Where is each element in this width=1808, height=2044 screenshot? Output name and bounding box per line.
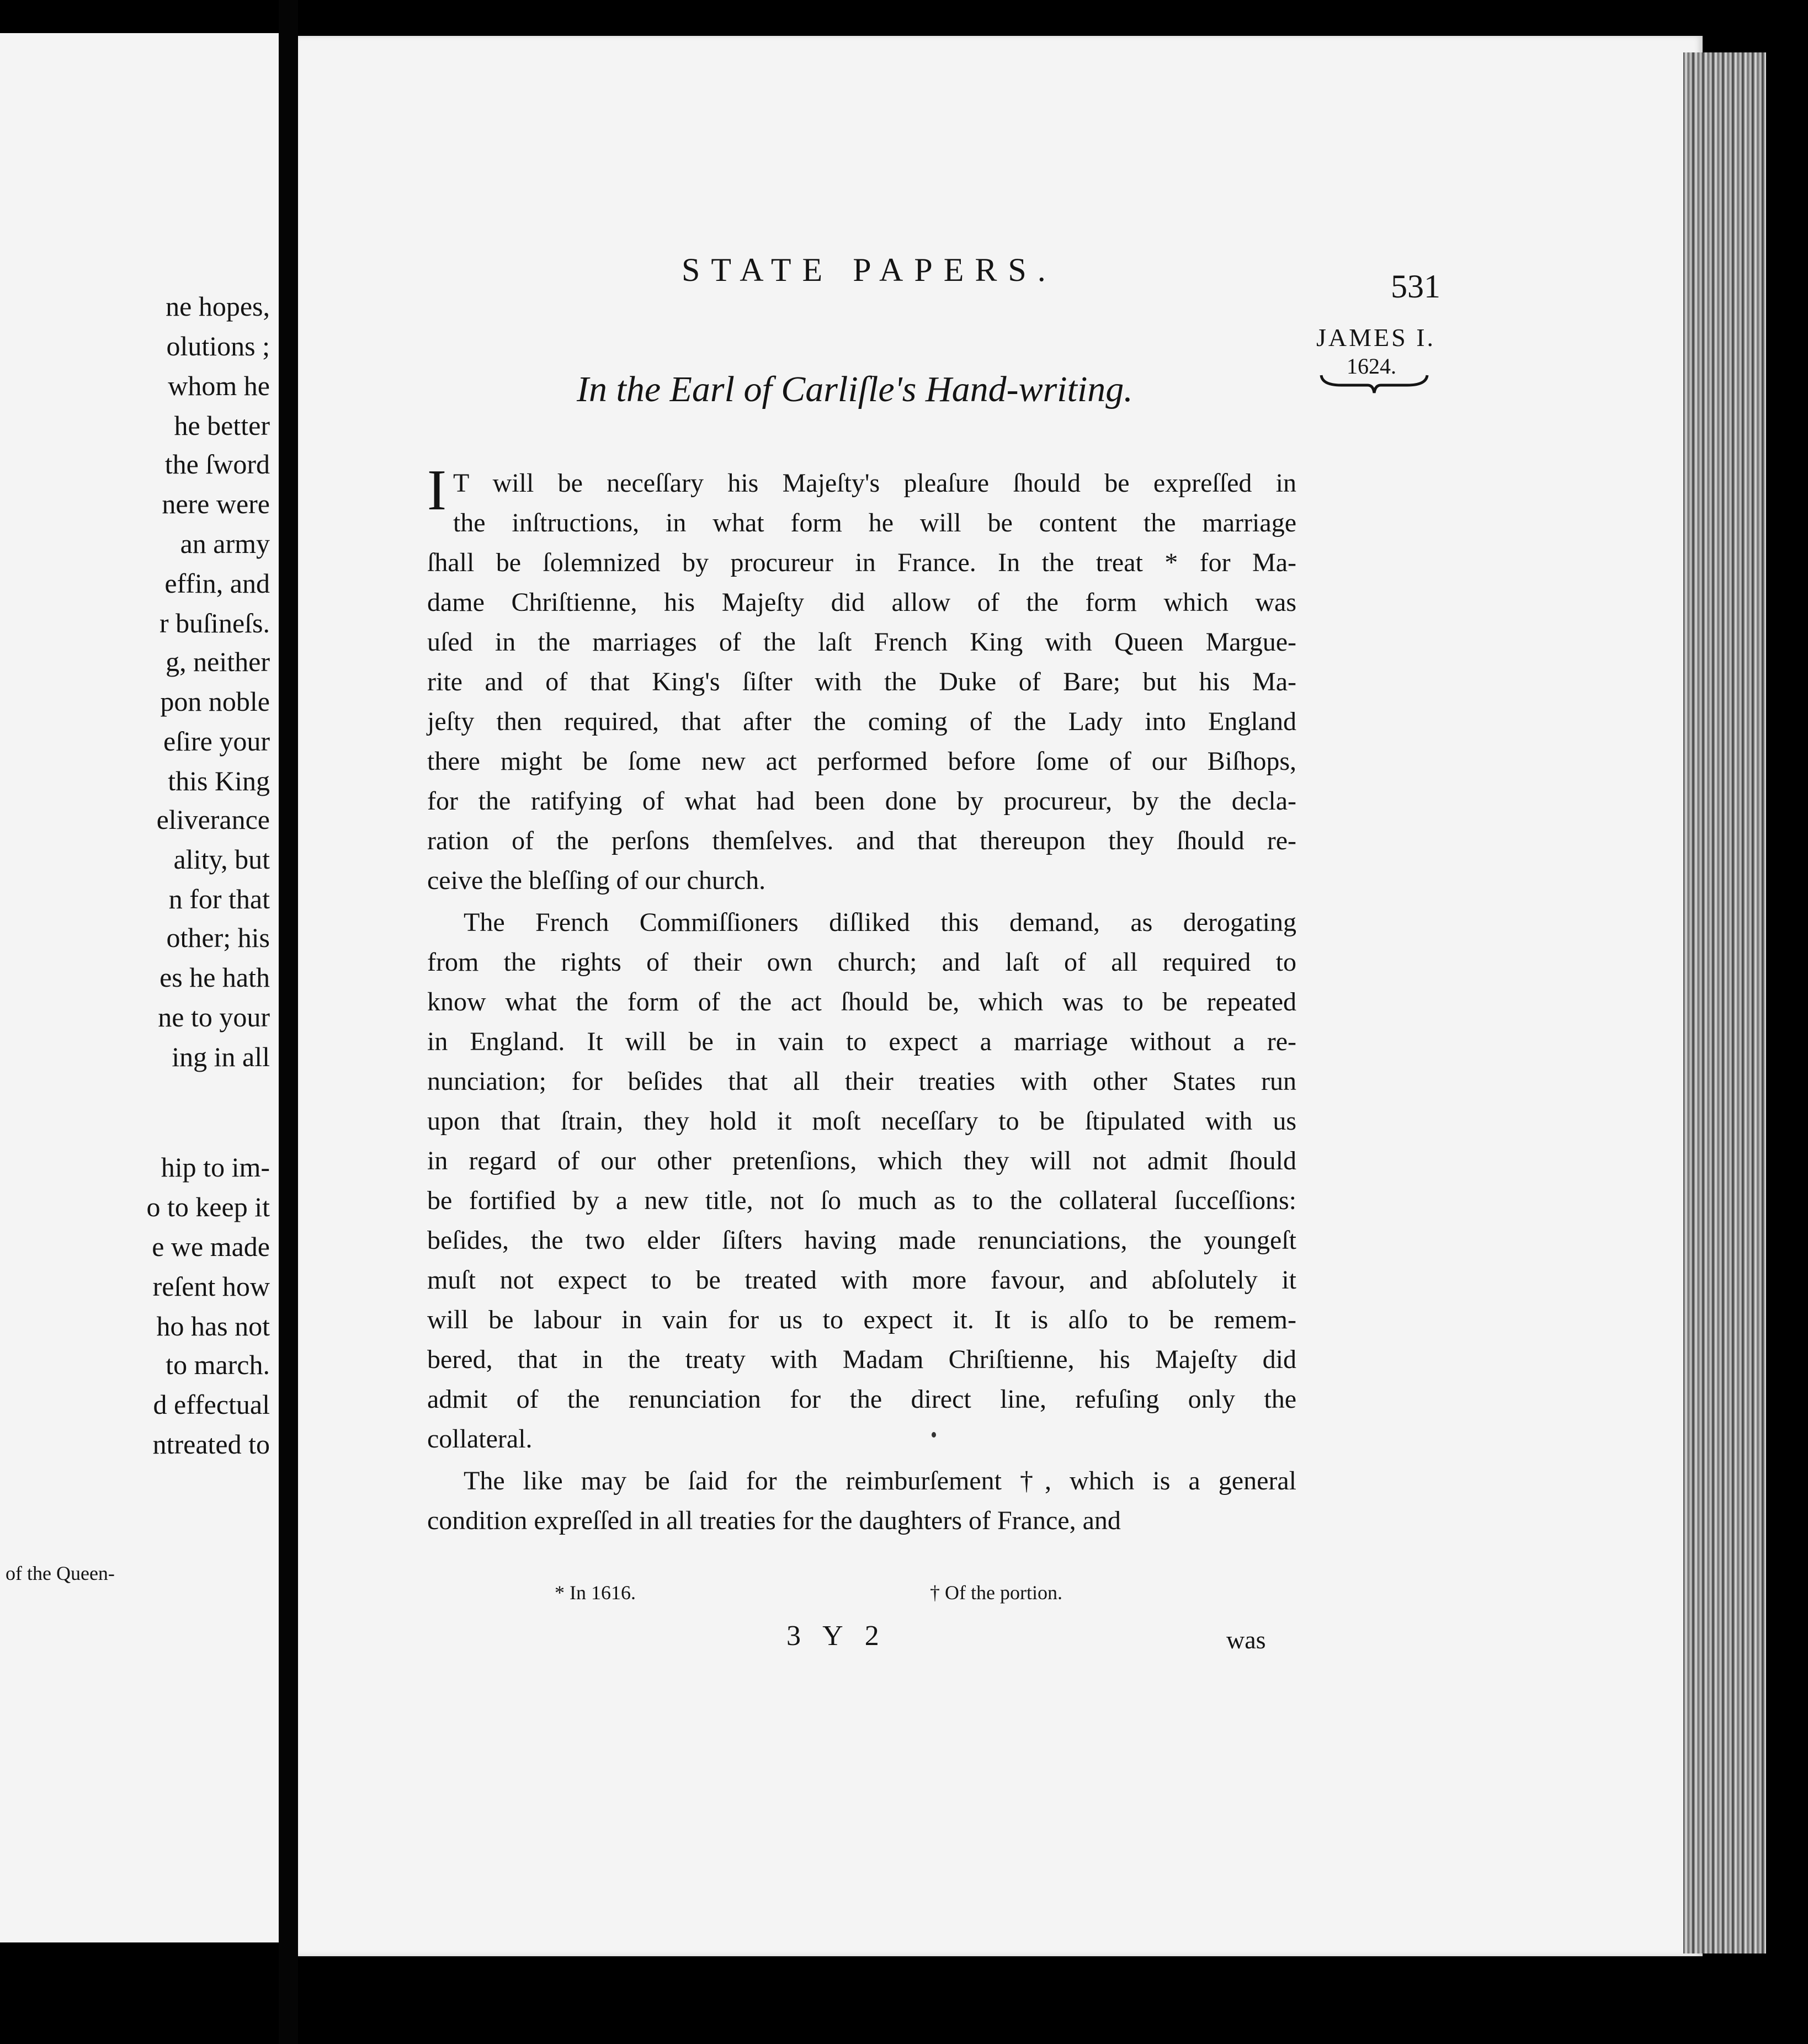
text-line: collateral. [427, 1424, 533, 1454]
left-page-line: n for that [168, 883, 270, 914]
text-line: rite and of that King's ſiſter with the Duke of Bare; but his Ma- [427, 667, 1296, 696]
text-line: upon that ſtrain, they hold it moſt neceſſary to be ſtipulated with us [427, 1106, 1296, 1136]
text-line: uſed in the marriages of the laſt French King with Queen Margue- [427, 627, 1296, 657]
text-line: for the ratifying of what had been done by procureur, by the decla- [427, 786, 1296, 816]
margin-note-name: JAMES I. [1316, 323, 1436, 352]
left-page-line: pon noble [160, 686, 270, 717]
left-page-line: es he hath [159, 962, 270, 993]
text-line: nunciation; for beſides that all their treaties with other States run [427, 1067, 1296, 1096]
left-page-line: this King [168, 765, 270, 796]
signature-mark: 3 Y 2 [786, 1620, 887, 1652]
text-line: beſides, the two elder ſiſters having made renunciations, the youngeſt [427, 1226, 1296, 1255]
text-line: muſt not expect to be treated with more favour, and abſolutely it [427, 1265, 1296, 1295]
left-page-line: ho has not [156, 1311, 270, 1342]
left-page-line: whom he [168, 370, 270, 401]
left-page-line: nere were [162, 488, 270, 519]
running-title: STATE PAPERS. [682, 252, 1057, 288]
left-page-line: eliverance [156, 804, 270, 835]
footnote-1616: * In 1616. [555, 1582, 636, 1604]
left-page-line: to march. [166, 1349, 270, 1380]
text-line: The French Commiſſioners diſliked this demand, as derogating [464, 908, 1296, 937]
right-background [1766, 0, 1808, 2044]
left-page-fragment [0, 33, 279, 1942]
paragraph [427, 457, 1296, 901]
drop-cap: I [427, 457, 446, 522]
left-page-line: he better [174, 410, 270, 441]
text-line: be fortified by a new title, not ſo much as to the collateral ſucceſſions: [427, 1186, 1296, 1215]
text-line: in regard of our other pretenſions, which they will not admit ſhould [427, 1146, 1296, 1175]
text-line: bered, that in the treaty with Madam Chriſtienne, his Majeſty did [427, 1345, 1296, 1374]
text-line: the inſtructions, in what form he will be content the marriage [453, 508, 1296, 537]
left-page-line: o to keep it [146, 1191, 270, 1222]
text-line: dame Chriſtienne, his Majeſty did allow of the form which was [427, 588, 1296, 617]
left-page-line: hip to im- [161, 1152, 270, 1183]
left-page-line: ality, but [173, 844, 270, 875]
left-page-line: d effectual [153, 1389, 270, 1420]
text-line: there might be ſome new act performed before ſome of our Biſhops, [427, 747, 1296, 776]
page-number: 531 [1391, 268, 1440, 305]
footnote-portion: † Of the portion. [930, 1582, 1062, 1604]
section-heading: In the Earl of Carliſle's Hand-writing. [577, 369, 1133, 409]
page-edges [1683, 52, 1766, 1953]
left-page-line: g, neither [166, 646, 270, 677]
text-line: The like may be ſaid for the reimburſement †, which is a general [464, 1466, 1296, 1495]
text-line: in England. It will be in vain to expect a marriage without a re- [427, 1027, 1296, 1056]
body-text [427, 457, 1296, 1543]
book-gutter [279, 0, 298, 2044]
left-page-line: other; his [166, 922, 270, 953]
margin-brace [1319, 370, 1429, 397]
left-page-line: ntreated to [152, 1429, 270, 1460]
paragraph [427, 1461, 1296, 1541]
catchword: was [1226, 1626, 1266, 1654]
left-page-footnote: of the Queen- [6, 1562, 115, 1584]
text-line: will be labour in vain for us to expect it. It is alſo to be remem- [427, 1305, 1296, 1334]
left-page-line: ne hopes, [166, 291, 270, 322]
paragraph [427, 903, 1296, 1459]
left-page-line: e we made [152, 1231, 270, 1262]
left-page-line: effin, and [164, 568, 270, 599]
left-page-line: ne to your [158, 1002, 270, 1032]
text-line: jeſty then required, that after the coming of the Lady into England [427, 707, 1296, 736]
left-page-line: the ſword [164, 449, 270, 480]
left-page-line: olutions ; [166, 331, 270, 361]
text-line: T will be neceſſary his Majeſty's pleaſure ſhould be expreſſed in [453, 469, 1296, 498]
left-page-line: r buſineſs. [159, 608, 270, 638]
text-line: ceive the bleſſing of our church. [427, 866, 766, 895]
text-line: admit of the renunciation for the direct line, refuſing only the [427, 1385, 1296, 1414]
left-page-line: eſire your [163, 726, 270, 757]
left-page-line: an army [180, 528, 270, 559]
left-page-line: reſent how [152, 1271, 270, 1302]
text-line: ration of the perſons themſelves. and that thereupon they ſhould re- [427, 826, 1296, 855]
text-line: from the rights of their own church; and laſt of all required to [427, 948, 1296, 977]
text-line: know what the form of the act ſhould be, which was to be repeated [427, 987, 1296, 1016]
text-line: ſhall be ſolemnized by procureur in France. In the treat * for Ma- [427, 548, 1296, 577]
text-line: condition expreſſed in all treaties for the daughters of France, and [427, 1506, 1121, 1535]
left-page-line: ing in all [172, 1041, 270, 1072]
margin-note-year: 1624. [1347, 354, 1396, 379]
